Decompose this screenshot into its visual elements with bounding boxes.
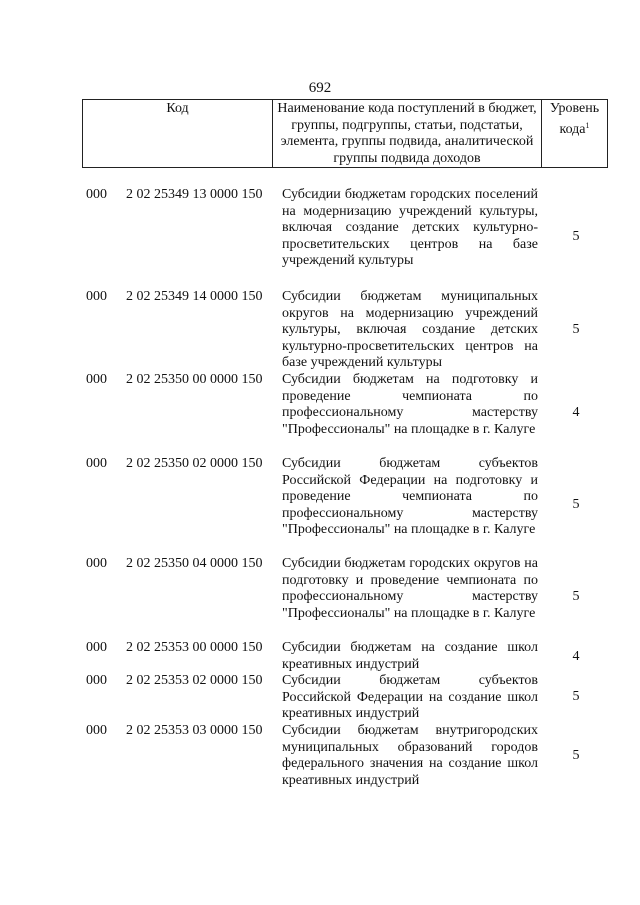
income-name: Субсидии бюджетам на создание школ креативных индустрий xyxy=(282,640,538,672)
code-level: 5 xyxy=(572,589,580,604)
header-code xyxy=(83,100,273,168)
income-code: 2 02 25350 04 0000 150 xyxy=(126,556,263,571)
admin-code: 000 xyxy=(86,289,107,304)
income-code: 2 02 25349 13 0000 150 xyxy=(126,187,263,202)
income-name: Субсидии бюджетам муниципальных округов на модернизацию учреждений культуры, включая создание детских культурно-просветительских центров на базе учреждений культуры xyxy=(282,289,538,371)
admin-code: 000 xyxy=(86,372,107,387)
code-level: 4 xyxy=(572,649,580,664)
code-level: 5 xyxy=(572,497,580,512)
admin-code: 000 xyxy=(86,187,107,202)
footnote-marker: 1 xyxy=(585,120,590,130)
income-name: Субсидии бюджетам городских округов на подготовку и проведение чемпионата по профессиональному мастерству "Профессионалы" на площадке в г. Калуге xyxy=(282,556,538,621)
header-name-label: Наименование кода поступлений в бюджет, группы, подгруппы, статьи, подстатьи, элемента, группы подвида, аналитической группы подвида доходов xyxy=(277,101,537,166)
code-level: 5 xyxy=(572,689,580,704)
income-code: 2 02 25353 03 0000 150 xyxy=(126,723,263,738)
header-name xyxy=(273,100,542,168)
income-name: Субсидии бюджетам субъектов Российской Федерации на создание школ креативных индустрий xyxy=(282,673,538,722)
table-header xyxy=(82,99,608,168)
page-number: 692 xyxy=(308,80,332,96)
code-level: 5 xyxy=(572,322,580,337)
income-name: Субсидии бюджетам городских поселений на модернизацию учреждений культуры, включая создание детских культурно-просветительских центров на базе учреждений культуры xyxy=(282,187,538,269)
income-code: 2 02 25349 14 0000 150 xyxy=(126,289,263,304)
income-name: Субсидии бюджетам субъектов Российской Федерации на подготовку и проведение чемпионата по профессиональному мастерству "Профессионалы" на площадке в г. Калуге xyxy=(282,456,538,538)
admin-code: 000 xyxy=(86,723,107,738)
admin-code: 000 xyxy=(86,556,107,571)
income-name: Субсидии бюджетам на подготовку и проведение чемпионата по профессиональному мастерству "Профессионалы" на площадке в г. Калуге xyxy=(282,372,538,437)
header-level xyxy=(542,100,608,168)
header-code-label: Код xyxy=(166,101,189,116)
income-code: 2 02 25353 02 0000 150 xyxy=(126,673,263,688)
code-level: 5 xyxy=(572,748,580,763)
admin-code: 000 xyxy=(86,673,107,688)
income-name: Субсидии бюджетам внутригородских муниципальных образований городов федерального значения на создание школ креативных индустрий xyxy=(282,723,538,788)
header-level-label: Уровень кода xyxy=(549,101,600,137)
code-level: 4 xyxy=(572,405,580,420)
income-code: 2 02 25350 02 0000 150 xyxy=(126,456,263,471)
admin-code: 000 xyxy=(86,456,107,471)
income-code: 2 02 25353 00 0000 150 xyxy=(126,640,263,655)
income-code: 2 02 25350 00 0000 150 xyxy=(126,372,263,387)
admin-code: 000 xyxy=(86,640,107,655)
code-level: 5 xyxy=(572,229,580,244)
